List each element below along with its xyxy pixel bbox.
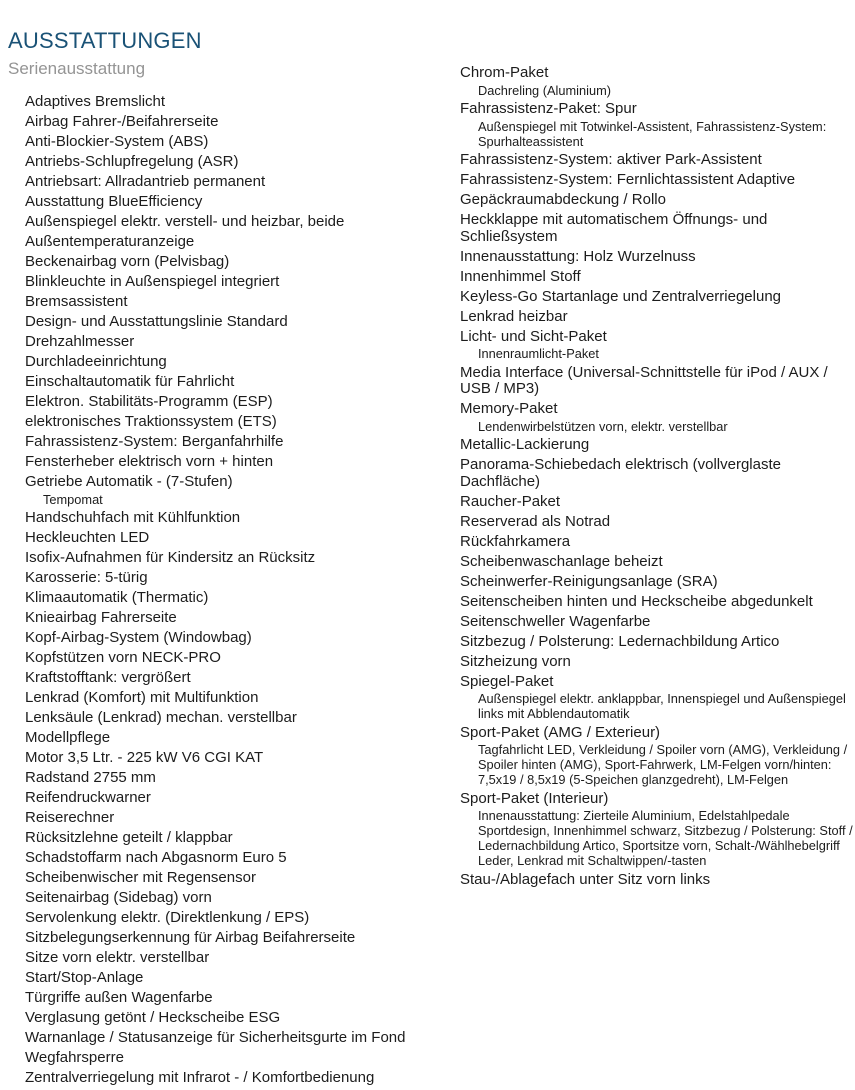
list-item: [25, 510, 447, 527]
feature-label: Metallic-Lackierung: [460, 436, 590, 453]
feature-label: Warnanlage / Statusanzeige für Sicherheitsgurte im Fond: [25, 1029, 406, 1046]
feature-label: Licht- und Sicht-Paket: [460, 327, 607, 345]
list-item: [25, 434, 447, 451]
list-item: [25, 590, 447, 607]
feature-sub-detail: Innenausstattung: Zierteile Aluminium, Edelstahlpedale Sportdesign, Innenhimmel schwarz, Sitzbezug / Polsterung: Stoff / Ledernachbildung Artico, Sportsitze vorn, Schalt-/Wählhebelgriff Leder, Lenkrad mit Schaltwippen/-tasten: [478, 808, 853, 868]
section-subtitle: Serienausstattung: [8, 59, 146, 78]
feature-sub-detail: Tempomat: [43, 491, 103, 507]
list-item: [25, 870, 447, 887]
equipment-list-right: [460, 65, 853, 892]
feature-label: Reiserechner: [25, 809, 115, 826]
feature-label: Design- und Ausstattungslinie Standard: [25, 313, 288, 330]
list-item: [25, 850, 447, 867]
list-item: [460, 534, 853, 551]
list-item: [460, 309, 853, 326]
list-item: [460, 101, 853, 149]
list-item: [460, 725, 853, 788]
list-item: [460, 289, 853, 306]
feature-label: Außentemperaturanzeige: [25, 233, 195, 250]
list-item: [460, 329, 853, 362]
feature-label: Fahrassistenz-System: aktiver Park-Assistent: [460, 151, 762, 168]
list-item: [460, 457, 853, 490]
feature-label: Modellpflege: [25, 729, 111, 746]
list-item: [25, 234, 447, 251]
list-item: [25, 394, 447, 411]
list-item: [25, 274, 447, 291]
feature-label: Radstand 2755 mm: [25, 769, 156, 786]
list-item: [25, 530, 447, 547]
list-item: [25, 630, 447, 647]
feature-label: Keyless-Go Startanlage und Zentralverriegelung: [460, 287, 782, 305]
list-item: [25, 1070, 447, 1087]
feature-label: Rückfahrkamera: [460, 532, 571, 550]
feature-label: Raucher-Paket: [460, 492, 561, 510]
feature-label: Wegfahrsperre: [25, 1049, 124, 1066]
feature-label: Verglasung getönt / Heckscheibe ESG: [25, 1009, 281, 1026]
feature-label: Einschaltautomatik für Fahrlicht: [25, 373, 235, 390]
list-item: [460, 594, 853, 611]
list-item: [460, 269, 853, 286]
feature-label: Reifendruckwarner: [25, 789, 151, 806]
feature-label: Durchladeeinrichtung: [25, 353, 167, 370]
list-item: [25, 414, 447, 431]
feature-label: Außenspiegel elektr. verstell- und heizbar, beide: [25, 213, 345, 230]
list-item: [25, 294, 447, 311]
feature-label: Adaptives Bremslicht: [25, 93, 166, 110]
feature-sub-detail: Außenspiegel elektr. anklappbar, Innenspiegel und Außenspiegel links mit Abblendautomatik: [478, 691, 846, 721]
feature-label: Airbag Fahrer-/Beifahrerseite: [25, 113, 219, 130]
feature-label: Seitenschweller Wagenfarbe: [460, 612, 651, 630]
feature-label: Spiegel-Paket: [460, 672, 554, 690]
feature-label: Sitzbezug / Polsterung: Ledernachbildung Artico: [460, 632, 780, 650]
feature-label: Sport-Paket (Interieur): [460, 789, 609, 807]
feature-label: Sitzheizung vorn: [460, 652, 571, 670]
list-item: [25, 990, 447, 1007]
list-item: [25, 114, 447, 131]
feature-label: Anti-Blockier-System (ABS): [25, 133, 209, 150]
list-item: [25, 214, 447, 231]
feature-label: Fahrassistenz-Paket: Spur: [460, 100, 637, 117]
feature-label: Kopf-Airbag-System (Windowbag): [25, 629, 252, 646]
list-item: [25, 670, 447, 687]
list-item: [25, 254, 447, 271]
page-title: AUSSTATTUNGEN: [8, 28, 202, 53]
feature-label: elektronisches Traktionssystem (ETS): [25, 413, 277, 430]
feature-label: Heckklappe mit automatischem Öffnungs- und Schließsystem: [460, 211, 768, 245]
list-item: [25, 790, 447, 807]
list-item: [460, 554, 853, 571]
feature-label: Karosserie: 5-türig: [25, 569, 148, 586]
feature-label: Drehzahlmesser: [25, 333, 135, 350]
list-item: [460, 494, 853, 511]
feature-label: Rücksitzlehne geteilt / klappbar: [25, 829, 233, 846]
feature-label: Bremsassistent: [25, 293, 128, 310]
list-item: [25, 1010, 447, 1027]
list-item: [25, 354, 447, 371]
list-item: [460, 634, 853, 651]
feature-sub-detail: Außenspiegel mit Totwinkel-Assistent, Fahrassistenz-System: Spurhalteassistent: [478, 118, 827, 149]
list-item: [460, 791, 853, 869]
feature-label: Sport-Paket (AMG / Exterieur): [460, 723, 661, 741]
list-item: [25, 650, 447, 667]
list-item: [25, 1050, 447, 1067]
list-item: [25, 134, 447, 151]
list-item: [25, 910, 447, 927]
list-item: [25, 154, 447, 171]
list-item: [460, 614, 853, 631]
list-item: [25, 174, 447, 191]
equipment-list-left: [25, 94, 447, 1090]
feature-sub-detail: Innenraumlicht-Paket: [478, 346, 599, 361]
feature-sub-detail: Tagfahrlicht LED, Verkleidung / Spoiler vorn (AMG), Verkleidung / Spoiler hinten (AMG), Sport-Fahrwerk, LM-Felgen vorn/hinten: 7,5x19 / 8,5x19 (5-Speichen glanzgedreht), LM-Felgen: [478, 742, 848, 787]
list-item: [25, 730, 447, 747]
feature-label: Beckenairbag vorn (Pelvisbag): [25, 253, 230, 270]
feature-label: Fensterheber elektrisch vorn + hinten: [25, 453, 274, 470]
list-item: [460, 365, 853, 398]
feature-label: Getriebe Automatik - (7-Stufen): [25, 473, 233, 490]
feature-label: Scheinwerfer-Reinigungsanlage (SRA): [460, 572, 718, 590]
list-item: [460, 872, 853, 889]
feature-label: Kraftstofftank: vergrößert: [25, 669, 191, 686]
feature-label: Isofix-Aufnahmen für Kindersitz an Rücksitz: [25, 549, 316, 566]
feature-label: Heckleuchten LED: [25, 529, 150, 546]
feature-label: Sitzbelegungserkennung für Airbag Beifahrerseite: [25, 929, 356, 946]
list-item: [25, 610, 447, 627]
feature-label: Elektron. Stabilitäts-Programm (ESP): [25, 393, 273, 410]
list-item: [25, 970, 447, 987]
feature-label: Chrom-Paket: [460, 64, 549, 81]
list-item: [25, 710, 447, 727]
feature-sub-detail: Dachreling (Aluminium): [478, 82, 611, 98]
list-item: [460, 249, 853, 266]
feature-label: Seitenairbag (Sidebag) vorn: [25, 889, 212, 906]
list-item: [25, 334, 447, 351]
list-item: [460, 192, 853, 209]
feature-label: Panorama-Schiebedach elektrisch (vollverglaste Dachfläche): [460, 456, 781, 490]
feature-label: Zentralverriegelung mit Infrarot - / Komfortbedienung: [25, 1069, 375, 1086]
feature-label: Motor 3,5 Ltr. - 225 kW V6 CGI KAT: [25, 749, 264, 766]
feature-label: Media Interface (Universal-Schnittstelle für iPod / AUX / USB / MP3): [460, 363, 828, 397]
feature-label: Lenkrad (Komfort) mit Multifunktion: [25, 689, 259, 706]
feature-label: Scheibenwaschanlage beheizt: [460, 552, 663, 570]
feature-label: Ausstattung BlueEfficiency: [25, 193, 203, 210]
list-item: [460, 152, 853, 169]
list-item: [25, 1030, 447, 1047]
feature-label: Sitze vorn elektr. verstellbar: [25, 949, 210, 966]
feature-label: Handschuhfach mit Kühlfunktion: [25, 509, 241, 526]
feature-label: Seitenscheiben hinten und Heckscheibe abgedunkelt: [460, 592, 813, 610]
list-item: [460, 401, 853, 434]
feature-label: Stau-/Ablagefach unter Sitz vorn links: [460, 870, 711, 888]
list-item: [25, 750, 447, 767]
feature-label: Blinkleuchte in Außenspiegel integriert: [25, 273, 280, 290]
list-item: [25, 314, 447, 331]
feature-label: Klimaautomatik (Thermatic): [25, 589, 209, 606]
feature-label: Antriebs-Schlupfregelung (ASR): [25, 153, 239, 170]
feature-label: Lenkrad heizbar: [460, 307, 568, 325]
list-item: [460, 654, 853, 671]
list-item: [25, 690, 447, 707]
list-item: [460, 514, 853, 531]
feature-label: Reserverad als Notrad: [460, 512, 611, 530]
feature-sub-detail: Lendenwirbelstützen vorn, elektr. verstellbar: [478, 418, 728, 434]
feature-label: Scheibenwischer mit Regensensor: [25, 869, 256, 886]
feature-label: Fahrassistenz-System: Fernlichtassistent Adaptive: [460, 171, 796, 188]
list-item: [25, 810, 447, 827]
list-item: [25, 194, 447, 211]
list-item: [25, 830, 447, 847]
list-item: [25, 374, 447, 391]
feature-label: Türgriffe außen Wagenfarbe: [25, 989, 213, 1006]
feature-label: Fahrassistenz-System: Berganfahrhilfe: [25, 433, 284, 450]
list-item: [460, 574, 853, 591]
feature-label: Gepäckraumabdeckung / Rollo: [460, 191, 666, 208]
list-item: [25, 94, 447, 111]
list-item: [25, 570, 447, 587]
feature-label: Antriebsart: Allradantrieb permanent: [25, 173, 266, 190]
list-item: [460, 674, 853, 722]
feature-label: Servolenkung elektr. (Direktlenkung / EPS): [25, 909, 310, 926]
list-item: [460, 212, 853, 245]
feature-label: Schadstoffarm nach Abgasnorm Euro 5: [25, 849, 287, 866]
list-item: [25, 890, 447, 907]
feature-label: Knieairbag Fahrerseite: [25, 609, 177, 626]
feature-label: Innenausstattung: Holz Wurzelnuss: [460, 247, 696, 265]
list-item: [460, 172, 853, 189]
feature-label: Lenksäule (Lenkrad) mechan. verstellbar: [25, 709, 297, 726]
list-item: [25, 454, 447, 471]
feature-label: Memory-Paket: [460, 400, 558, 417]
feature-label: Kopfstützen vorn NECK-PRO: [25, 649, 221, 666]
list-item: [25, 950, 447, 967]
list-item: [460, 65, 853, 98]
feature-label: Innenhimmel Stoff: [460, 267, 581, 285]
list-item: [25, 550, 447, 567]
list-item: [25, 930, 447, 947]
list-item: [25, 474, 447, 507]
feature-label: Start/Stop-Anlage: [25, 969, 144, 986]
list-item: [25, 770, 447, 787]
list-item: [460, 437, 853, 454]
